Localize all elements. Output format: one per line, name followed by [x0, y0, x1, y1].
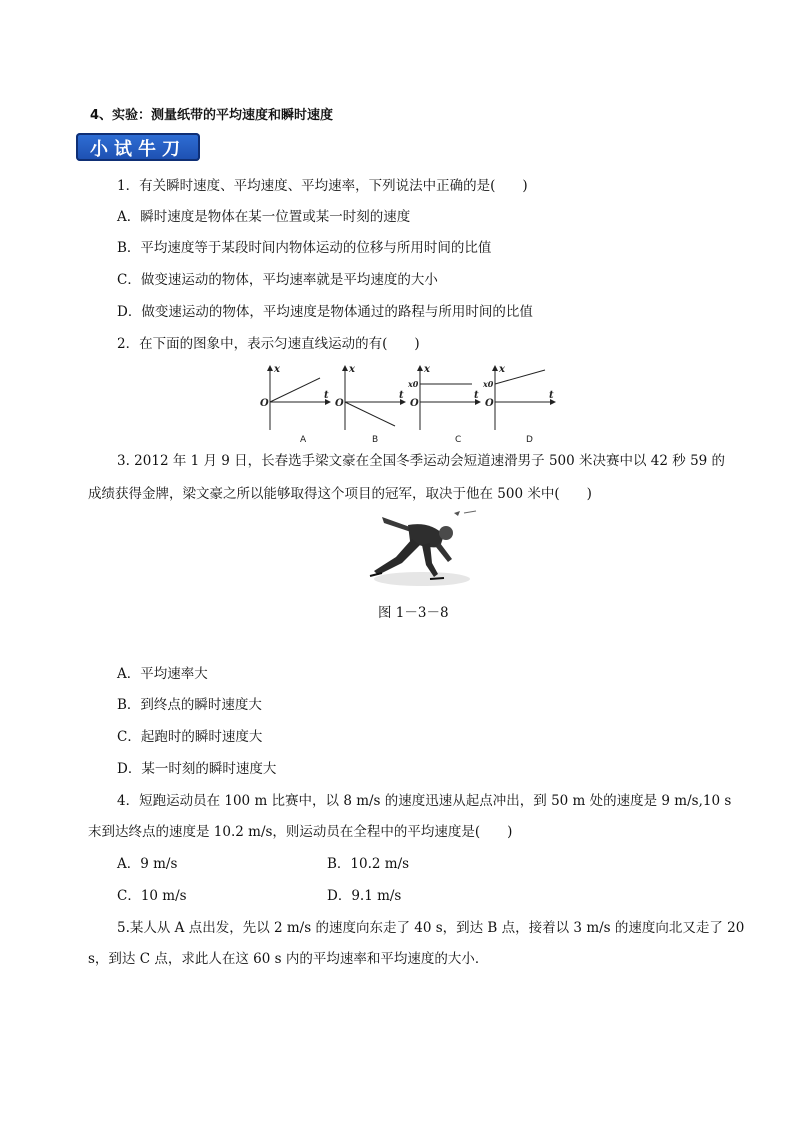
graph-b-origin: O: [335, 398, 344, 409]
question-3-option-d: D．某一时刻的瞬时速度大: [117, 761, 277, 777]
graph-d-label: D: [526, 435, 533, 445]
question-4-option-d: D．9.1 m/s: [327, 888, 402, 904]
question-3-line-2: 成绩获得金牌，梁文豪之所以能够取得这个项目的冠军，取决于他在 500 米中( ): [88, 486, 592, 502]
graph-c: [407, 364, 480, 445]
question-4-option-b: B．10.2 m/s: [327, 856, 410, 872]
question-1-option-c: C．做变速运动的物体，平均速率就是平均速度的大小: [117, 272, 438, 288]
graph-b-axis-y: x: [349, 364, 355, 375]
graph-a: [260, 364, 330, 445]
graph-c-axis-y: x: [424, 364, 430, 375]
figure-caption: 图 1－3－8: [378, 605, 449, 621]
question-3-option-a: A．平均速率大: [117, 666, 208, 682]
graph-c-label: C: [455, 435, 462, 445]
speed-skater-photo: [360, 507, 480, 589]
question-3-line-1: 3. 2012 年 1 月 9 日，长春选手梁文豪在全国冬季运动会短道速滑男子 500 米决赛中以 42 秒 59 的: [117, 453, 726, 469]
graph-d-origin: O: [485, 398, 494, 409]
question-3-option-b: B．到终点的瞬时速度大: [117, 697, 262, 713]
practice-banner-label: 小试牛刀: [90, 139, 186, 160]
question-5-line-1: 5.某人从 A 点出发，先以 2 m/s 的速度向东走了 40 s，到达 B 点，接着以 3 m/s 的速度向北又走了 20: [117, 920, 745, 936]
graph-a-label: A: [300, 435, 307, 445]
question-2-stem: 2．在下面的图象中，表示匀速直线运动的有( ): [117, 336, 420, 352]
question-4-option-c: C．10 m/s: [117, 888, 187, 904]
graph-a-axis-y: x: [274, 364, 280, 375]
question-1-stem: 1．有关瞬时速度、平均速度、平均速率，下列说法中正确的是( ): [117, 178, 528, 194]
graph-c-x0: x0: [408, 379, 419, 389]
practice-banner: [76, 133, 200, 161]
question-4-option-a: A．9 m/s: [117, 856, 178, 872]
graph-d-axis-x: t: [549, 390, 554, 401]
graph-c-axis-x: t: [474, 390, 479, 401]
graph-a-origin: O: [260, 398, 269, 409]
question-3-option-c: C．起跑时的瞬时速度大: [117, 729, 263, 745]
graph-a-axis-x: t: [324, 390, 329, 401]
graph-d: [482, 364, 555, 445]
graph-b-axis-x: t: [399, 390, 404, 401]
graph-c-origin: O: [410, 398, 419, 409]
question-1-option-d: D．做变速运动的物体，平均速度是物体通过的路程与所用时间的比值: [117, 304, 533, 320]
graph-b-label: B: [372, 435, 379, 445]
graph-b: [335, 364, 405, 445]
graph-d-x0: x0: [483, 379, 494, 389]
question-1-option-b: B．平均速度等于某段时间内物体运动的位移与所用时间的比值: [117, 240, 492, 256]
motion-graphs-figure: [258, 362, 558, 446]
question-5-line-2: s，到达 C 点，求此人在这 60 s 内的平均速率和平均速度的大小．: [88, 951, 489, 967]
question-1-option-a: A．瞬时速度是物体在某一位置或某一时刻的速度: [117, 209, 411, 225]
graph-d-axis-y: x: [499, 364, 505, 375]
question-4-line-2: 末到达终点的速度是 10.2 m/s，则运动员在全程中的平均速度是( ): [88, 824, 513, 840]
question-4-line-1: 4．短跑运动员在 100 m 比赛中，以 8 m/s 的速度迅速从起点冲出，到 50 m 处的速度是 9 m/s,10 s: [117, 793, 732, 809]
section-heading: 4、实验：测量纸带的平均速度和瞬时速度: [90, 108, 334, 123]
